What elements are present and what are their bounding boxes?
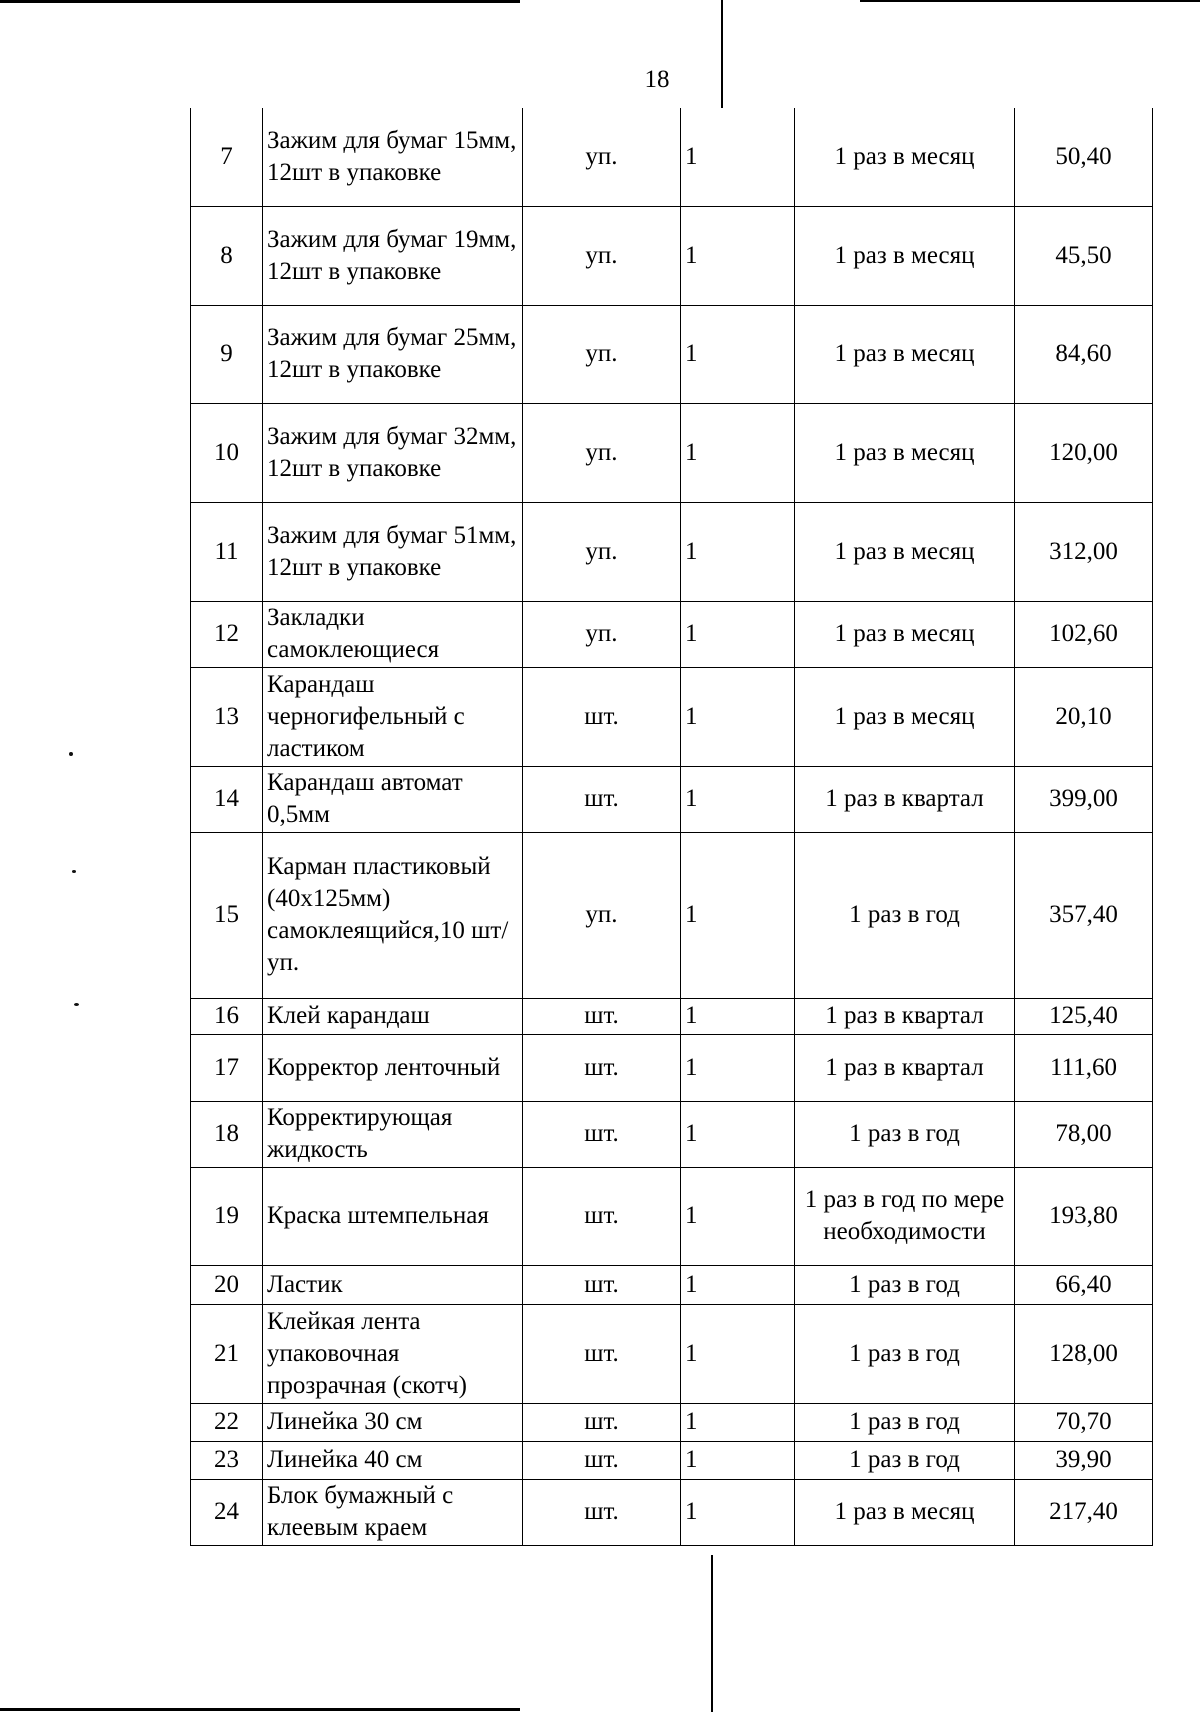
item-name: Корректирующая жидкость [263, 1101, 523, 1167]
table-row [191, 1101, 1153, 1167]
item-quantity: 1 [681, 305, 795, 403]
item-quantity: 1 [681, 1101, 795, 1167]
table-row [191, 305, 1153, 403]
item-unit: уп. [523, 108, 681, 206]
item-frequency: 1 раз в квартал [795, 998, 1015, 1034]
table-row [191, 403, 1153, 502]
item-name: Зажим для бумаг 32мм, 12шт в упаковке [263, 403, 523, 502]
item-frequency: 1 раз в год [795, 1441, 1015, 1479]
scan-speck [74, 1003, 79, 1006]
item-frequency: 1 раз в год по мере необходимости [795, 1167, 1015, 1265]
item-unit: шт. [523, 1034, 681, 1101]
item-frequency: 1 раз в месяц [795, 305, 1015, 403]
item-price: 20,10 [1015, 667, 1153, 766]
table-row [191, 1167, 1153, 1265]
supplies-table [190, 108, 1153, 1546]
item-quantity: 1 [681, 667, 795, 766]
item-name: Зажим для бумаг 15мм, 12шт в упаковке [263, 108, 523, 206]
row-number: 15 [191, 832, 263, 998]
row-number: 12 [191, 601, 263, 667]
item-name: Ластик [263, 1265, 523, 1304]
item-frequency: 1 раз в год [795, 1101, 1015, 1167]
item-price: 70,70 [1015, 1403, 1153, 1441]
scan-border-bottom [0, 1708, 520, 1711]
item-frequency: 1 раз в месяц [795, 108, 1015, 206]
item-price: 45,50 [1015, 206, 1153, 305]
scan-speck [72, 870, 76, 873]
item-price: 217,40 [1015, 1479, 1153, 1545]
item-frequency: 1 раз в месяц [795, 206, 1015, 305]
row-number: 21 [191, 1304, 263, 1403]
item-unit: уп. [523, 305, 681, 403]
item-frequency: 1 раз в год [795, 832, 1015, 998]
item-frequency: 1 раз в месяц [795, 403, 1015, 502]
table-row [191, 1441, 1153, 1479]
item-unit: шт. [523, 1101, 681, 1167]
item-unit: шт. [523, 1167, 681, 1265]
row-number: 10 [191, 403, 263, 502]
item-unit: уп. [523, 403, 681, 502]
table-row [191, 1403, 1153, 1441]
item-unit: шт. [523, 1479, 681, 1545]
item-name: Карандаш автомат 0,5мм [263, 766, 523, 832]
item-price: 102,60 [1015, 601, 1153, 667]
item-quantity: 1 [681, 108, 795, 206]
item-unit: шт. [523, 766, 681, 832]
item-unit: шт. [523, 667, 681, 766]
item-quantity: 1 [681, 1167, 795, 1265]
row-number: 19 [191, 1167, 263, 1265]
item-price: 111,60 [1015, 1034, 1153, 1101]
table-row [191, 206, 1153, 305]
item-name: Зажим для бумаг 19мм, 12шт в упаковке [263, 206, 523, 305]
item-unit: шт. [523, 998, 681, 1034]
row-number: 13 [191, 667, 263, 766]
row-number: 22 [191, 1403, 263, 1441]
item-quantity: 1 [681, 206, 795, 305]
row-number: 18 [191, 1101, 263, 1167]
item-unit: шт. [523, 1403, 681, 1441]
item-name: Карандаш черногифельный с ластиком [263, 667, 523, 766]
row-number: 16 [191, 998, 263, 1034]
item-unit: уп. [523, 601, 681, 667]
item-price: 78,00 [1015, 1101, 1153, 1167]
item-price: 357,40 [1015, 832, 1153, 998]
item-unit: шт. [523, 1304, 681, 1403]
table-row [191, 601, 1153, 667]
item-quantity: 1 [681, 1479, 795, 1545]
table-row [191, 1304, 1153, 1403]
table-row [191, 108, 1153, 206]
item-quantity: 1 [681, 1265, 795, 1304]
item-quantity: 1 [681, 502, 795, 601]
item-name: Блок бумажный с клеевым краем [263, 1479, 523, 1545]
table-row [191, 766, 1153, 832]
scan-fold-line-bottom [711, 1555, 713, 1712]
item-name: Краска штемпельная [263, 1167, 523, 1265]
item-frequency: 1 раз в месяц [795, 667, 1015, 766]
item-price: 39,90 [1015, 1441, 1153, 1479]
item-name: Клейкая лента упаковочная прозрачная (скотч) [263, 1304, 523, 1403]
table-row [191, 502, 1153, 601]
table-row [191, 1265, 1153, 1304]
item-frequency: 1 раз в месяц [795, 502, 1015, 601]
scan-border-top [0, 0, 520, 3]
row-number: 9 [191, 305, 263, 403]
item-name: Карман пластиковый (40х125мм) самоклеящийся,10 шт/уп. [263, 832, 523, 998]
item-name: Зажим для бумаг 51мм, 12шт в упаковке [263, 502, 523, 601]
item-name: Линейка 30 см [263, 1403, 523, 1441]
item-price: 128,00 [1015, 1304, 1153, 1403]
item-price: 84,60 [1015, 305, 1153, 403]
row-number: 20 [191, 1265, 263, 1304]
scan-speck [69, 752, 73, 756]
table-row [191, 667, 1153, 766]
item-frequency: 1 раз в квартал [795, 766, 1015, 832]
item-frequency: 1 раз в год [795, 1403, 1015, 1441]
item-unit: уп. [523, 502, 681, 601]
item-frequency: 1 раз в месяц [795, 601, 1015, 667]
item-price: 399,00 [1015, 766, 1153, 832]
table-row [191, 1479, 1153, 1545]
item-name: Клей карандаш [263, 998, 523, 1034]
item-price: 50,40 [1015, 108, 1153, 206]
page-number: 18 [644, 66, 670, 93]
item-quantity: 1 [681, 1441, 795, 1479]
row-number: 17 [191, 1034, 263, 1101]
item-frequency: 1 раз в год [795, 1265, 1015, 1304]
row-number: 14 [191, 766, 263, 832]
item-unit: шт. [523, 1265, 681, 1304]
item-price: 120,00 [1015, 403, 1153, 502]
item-price: 193,80 [1015, 1167, 1153, 1265]
table-row [191, 998, 1153, 1034]
item-quantity: 1 [681, 766, 795, 832]
item-name: Закладки самоклеющиеся [263, 601, 523, 667]
item-name: Корректор ленточный [263, 1034, 523, 1101]
item-quantity: 1 [681, 403, 795, 502]
item-price: 66,40 [1015, 1265, 1153, 1304]
item-unit: уп. [523, 206, 681, 305]
item-quantity: 1 [681, 1304, 795, 1403]
item-quantity: 1 [681, 832, 795, 998]
item-quantity: 1 [681, 1403, 795, 1441]
item-quantity: 1 [681, 1034, 795, 1101]
table-row [191, 1034, 1153, 1101]
row-number: 23 [191, 1441, 263, 1479]
item-name: Линейка 40 см [263, 1441, 523, 1479]
item-quantity: 1 [681, 998, 795, 1034]
item-frequency: 1 раз в квартал [795, 1034, 1015, 1101]
item-name: Зажим для бумаг 25мм, 12шт в упаковке [263, 305, 523, 403]
row-number: 8 [191, 206, 263, 305]
row-number: 7 [191, 108, 263, 206]
item-price: 312,00 [1015, 502, 1153, 601]
item-unit: шт. [523, 1441, 681, 1479]
item-quantity: 1 [681, 601, 795, 667]
item-frequency: 1 раз в месяц [795, 1479, 1015, 1545]
scan-border-top-right [860, 0, 1200, 2]
row-number: 11 [191, 502, 263, 601]
item-frequency: 1 раз в год [795, 1304, 1015, 1403]
row-number: 24 [191, 1479, 263, 1545]
table-row [191, 832, 1153, 998]
item-unit: уп. [523, 832, 681, 998]
item-price: 125,40 [1015, 998, 1153, 1034]
